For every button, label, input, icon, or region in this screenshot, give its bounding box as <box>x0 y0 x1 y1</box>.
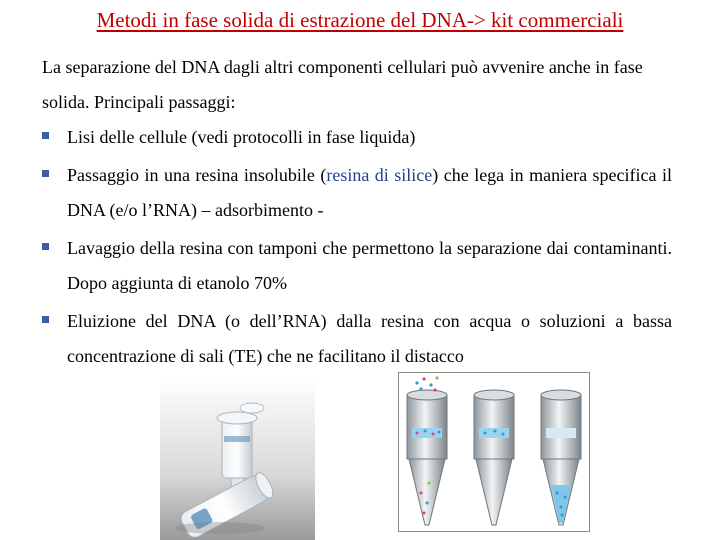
step-elution: Eluizione del DNA (o dell’RNA) dalla resina con acqua o soluzioni a bassa concentrazione di sali (TE) che ne facilitano il distacco <box>67 311 672 366</box>
list-item <box>42 158 672 228</box>
square-bullet-icon <box>42 132 49 139</box>
step-washing: Lavaggio della resina con tamponi che permettono la separazione dai contaminanti. Dopo aggiunta di etanolo 70% <box>67 238 672 293</box>
tube-binding <box>407 376 447 525</box>
list-item <box>42 304 672 374</box>
tube-elution <box>541 390 581 525</box>
silica-membrane-tubes-illustration <box>398 372 590 532</box>
step-binding-before: Passaggio in una resina insolubile ( <box>67 165 327 185</box>
silica-resin-highlight: resina di silice <box>326 165 433 185</box>
intro-text: La separazione del DNA dagli altri componenti cellulari può avvenire anche in fase solida. Principali passaggi: <box>42 57 643 112</box>
slide-title: Metodi in fase solida di estrazione del DNA-> kit commerciali <box>96 8 624 32</box>
square-bullet-icon <box>42 316 49 323</box>
step-binding-after: ) che lega in maniera specifica il DNA (e/o l’RNA) – adsorbimento - <box>67 165 672 220</box>
list-item <box>42 120 672 155</box>
square-bullet-icon <box>42 243 49 250</box>
spin-column-photo <box>160 378 315 540</box>
steps-list <box>42 120 672 377</box>
step-lysis: Lisi delle cellule (vedi protocolli in fase liquida) <box>67 127 416 147</box>
square-bullet-icon <box>42 170 49 177</box>
list-item <box>42 231 672 301</box>
tube-washing <box>474 390 514 525</box>
